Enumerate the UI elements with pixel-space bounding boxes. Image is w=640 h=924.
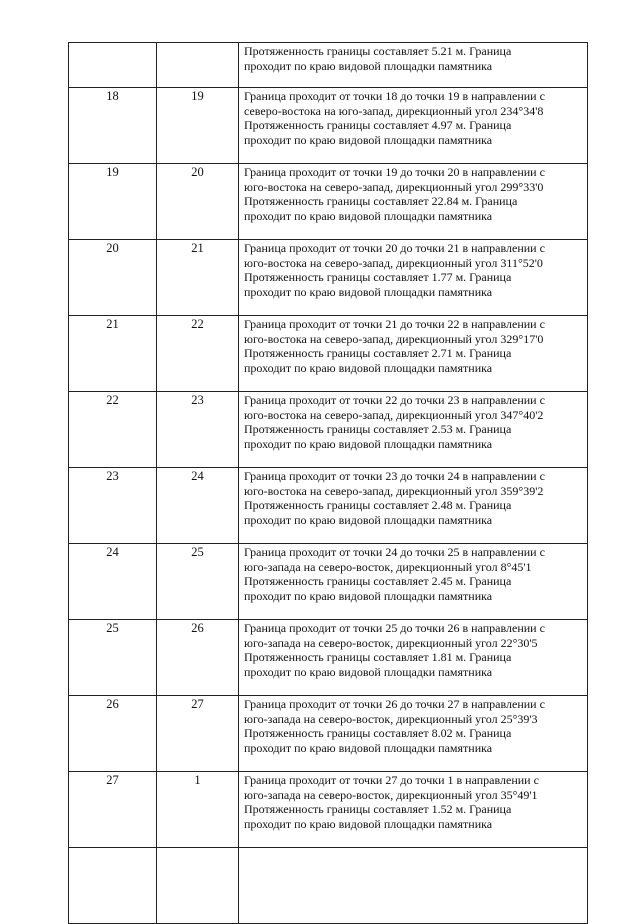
table-row bbox=[69, 468, 588, 544]
description-line: Граница проходит от точки 20 до точки 21 в направлении с bbox=[244, 241, 545, 255]
description-line: Протяженность границы составляет 1.81 м. Граница bbox=[244, 650, 512, 665]
description-line: Граница проходит от точки 21 до точки 22 в направлении с bbox=[244, 317, 545, 331]
description-line: юго-запада на северо-восток, дирекционный угол 8°45'1 bbox=[244, 559, 532, 574]
description-line: Протяженность границы составляет 1.52 м. Граница bbox=[244, 802, 512, 817]
description-line: юго-запада на северо-восток, дирекционный угол 35°49'1 bbox=[244, 787, 538, 802]
table-row bbox=[69, 240, 588, 316]
boundary-description-cell bbox=[239, 772, 588, 848]
table-row bbox=[69, 620, 588, 696]
description-line: Граница проходит от точки 24 до точки 25 в направлении с bbox=[244, 545, 545, 559]
description-line: Граница проходит от точки 22 до точки 23 в направлении с bbox=[244, 393, 545, 407]
description-line: Граница проходит от точки 26 до точки 27 в направлении с bbox=[244, 697, 545, 711]
to-point-cell: 22 bbox=[157, 316, 239, 392]
to-point-cell bbox=[157, 848, 239, 924]
description-line: Протяженность границы составляет 8.02 м. Граница bbox=[244, 726, 512, 741]
boundary-description-cell bbox=[239, 848, 588, 924]
description-line: Граница проходит от точки 27 до точки 1 в направлении с bbox=[244, 773, 539, 787]
description-line: Протяженность границы составляет 2.48 м. Граница bbox=[244, 498, 512, 513]
description-line: юго-запада на северо-восток, дирекционный угол 22°30'5 bbox=[244, 635, 538, 650]
description-line: Граница проходит от точки 19 до точки 20 в направлении с bbox=[244, 165, 545, 179]
from-point-cell bbox=[69, 43, 157, 88]
from-point-cell: 25 bbox=[69, 620, 157, 696]
to-point-cell: 24 bbox=[157, 468, 239, 544]
table-row bbox=[69, 164, 588, 240]
table-row bbox=[69, 848, 588, 924]
from-point-cell: 22 bbox=[69, 392, 157, 468]
table-row bbox=[69, 544, 588, 620]
description-line: юго-востока на северо-запад, дирекционный угол 347°40'2 bbox=[244, 407, 544, 422]
from-point-cell: 20 bbox=[69, 240, 157, 316]
boundary-points-table bbox=[68, 42, 588, 924]
description-line: Граница проходит от точки 23 до точки 24 в направлении с bbox=[244, 469, 545, 483]
to-point-cell: 27 bbox=[157, 696, 239, 772]
from-point-cell: 24 bbox=[69, 544, 157, 620]
boundary-description-cell bbox=[239, 696, 588, 772]
boundary-description-cell bbox=[239, 164, 588, 240]
description-line: проходит по краю видовой площадки памятника bbox=[244, 284, 493, 299]
from-point-cell: 26 bbox=[69, 696, 157, 772]
boundary-description-cell bbox=[239, 316, 588, 392]
description-line: юго-востока на северо-запад, дирекционный угол 299°33'0 bbox=[244, 179, 544, 194]
description-line: Протяженность границы составляет 2.45 м. Граница bbox=[244, 574, 512, 589]
table-row bbox=[69, 88, 588, 164]
boundary-description-cell bbox=[239, 88, 588, 164]
from-point-cell: 21 bbox=[69, 316, 157, 392]
to-point-cell bbox=[157, 43, 239, 88]
description-line: юго-востока на северо-запад, дирекционный угол 329°17'0 bbox=[244, 331, 544, 346]
description-line: Протяженность границы составляет 2.53 м. Граница bbox=[244, 422, 512, 437]
description-line: проходит по краю видовой площадки памятника bbox=[244, 208, 493, 223]
description-line: проходит по краю видовой площадки памятника bbox=[244, 58, 493, 73]
boundary-description-cell bbox=[239, 43, 588, 88]
description-line: Протяженность границы составляет 22.84 м. Граница bbox=[244, 194, 518, 209]
to-point-cell: 1 bbox=[157, 772, 239, 848]
table-row bbox=[69, 772, 588, 848]
description-line: проходит по краю видовой площадки памятника bbox=[244, 512, 493, 527]
description-line: Протяженность границы составляет 4.97 м. Граница bbox=[244, 118, 512, 133]
description-line: Граница проходит от точки 25 до точки 26 в направлении с bbox=[244, 621, 545, 635]
from-point-cell: 23 bbox=[69, 468, 157, 544]
table-row bbox=[69, 316, 588, 392]
from-point-cell bbox=[69, 848, 157, 924]
description-line: проходит по краю видовой площадки памятника bbox=[244, 436, 493, 451]
to-point-cell: 20 bbox=[157, 164, 239, 240]
boundary-description-cell bbox=[239, 240, 588, 316]
boundary-description-cell bbox=[239, 468, 588, 544]
description-line: юго-запада на северо-восток, дирекционный угол 25°39'3 bbox=[244, 711, 538, 726]
description-line: проходит по краю видовой площадки памятника bbox=[244, 360, 493, 375]
from-point-cell: 19 bbox=[69, 164, 157, 240]
description-line: проходит по краю видовой площадки памятника bbox=[244, 132, 493, 147]
description-line: Протяженность границы составляет 5.21 м. Граница bbox=[244, 44, 512, 58]
boundary-description-cell bbox=[239, 544, 588, 620]
table-row bbox=[69, 696, 588, 772]
to-point-cell: 21 bbox=[157, 240, 239, 316]
description-line: юго-востока на северо-запад, дирекционный угол 359°39'2 bbox=[244, 483, 544, 498]
boundary-description-cell bbox=[239, 620, 588, 696]
description-line: юго-востока на северо-запад, дирекционный угол 311°52'0 bbox=[244, 255, 543, 270]
description-line: Граница проходит от точки 18 до точки 19 в направлении с bbox=[244, 89, 545, 103]
table-row-continuation bbox=[69, 43, 588, 88]
description-line: северо-востока на юго-запад, дирекционный угол 234°34'8 bbox=[244, 103, 544, 118]
description-line: проходит по краю видовой площадки памятника bbox=[244, 664, 493, 679]
boundary-description-cell bbox=[239, 392, 588, 468]
description-line: проходит по краю видовой площадки памятника bbox=[244, 816, 493, 831]
to-point-cell: 25 bbox=[157, 544, 239, 620]
from-point-cell: 18 bbox=[69, 88, 157, 164]
description-line: Протяженность границы составляет 2.71 м. Граница bbox=[244, 346, 512, 361]
table-row bbox=[69, 392, 588, 468]
description-line: проходит по краю видовой площадки памятника bbox=[244, 740, 493, 755]
to-point-cell: 19 bbox=[157, 88, 239, 164]
to-point-cell: 23 bbox=[157, 392, 239, 468]
from-point-cell: 27 bbox=[69, 772, 157, 848]
description-line: Протяженность границы составляет 1.77 м. Граница bbox=[244, 270, 512, 285]
to-point-cell: 26 bbox=[157, 620, 239, 696]
description-line: проходит по краю видовой площадки памятника bbox=[244, 588, 493, 603]
